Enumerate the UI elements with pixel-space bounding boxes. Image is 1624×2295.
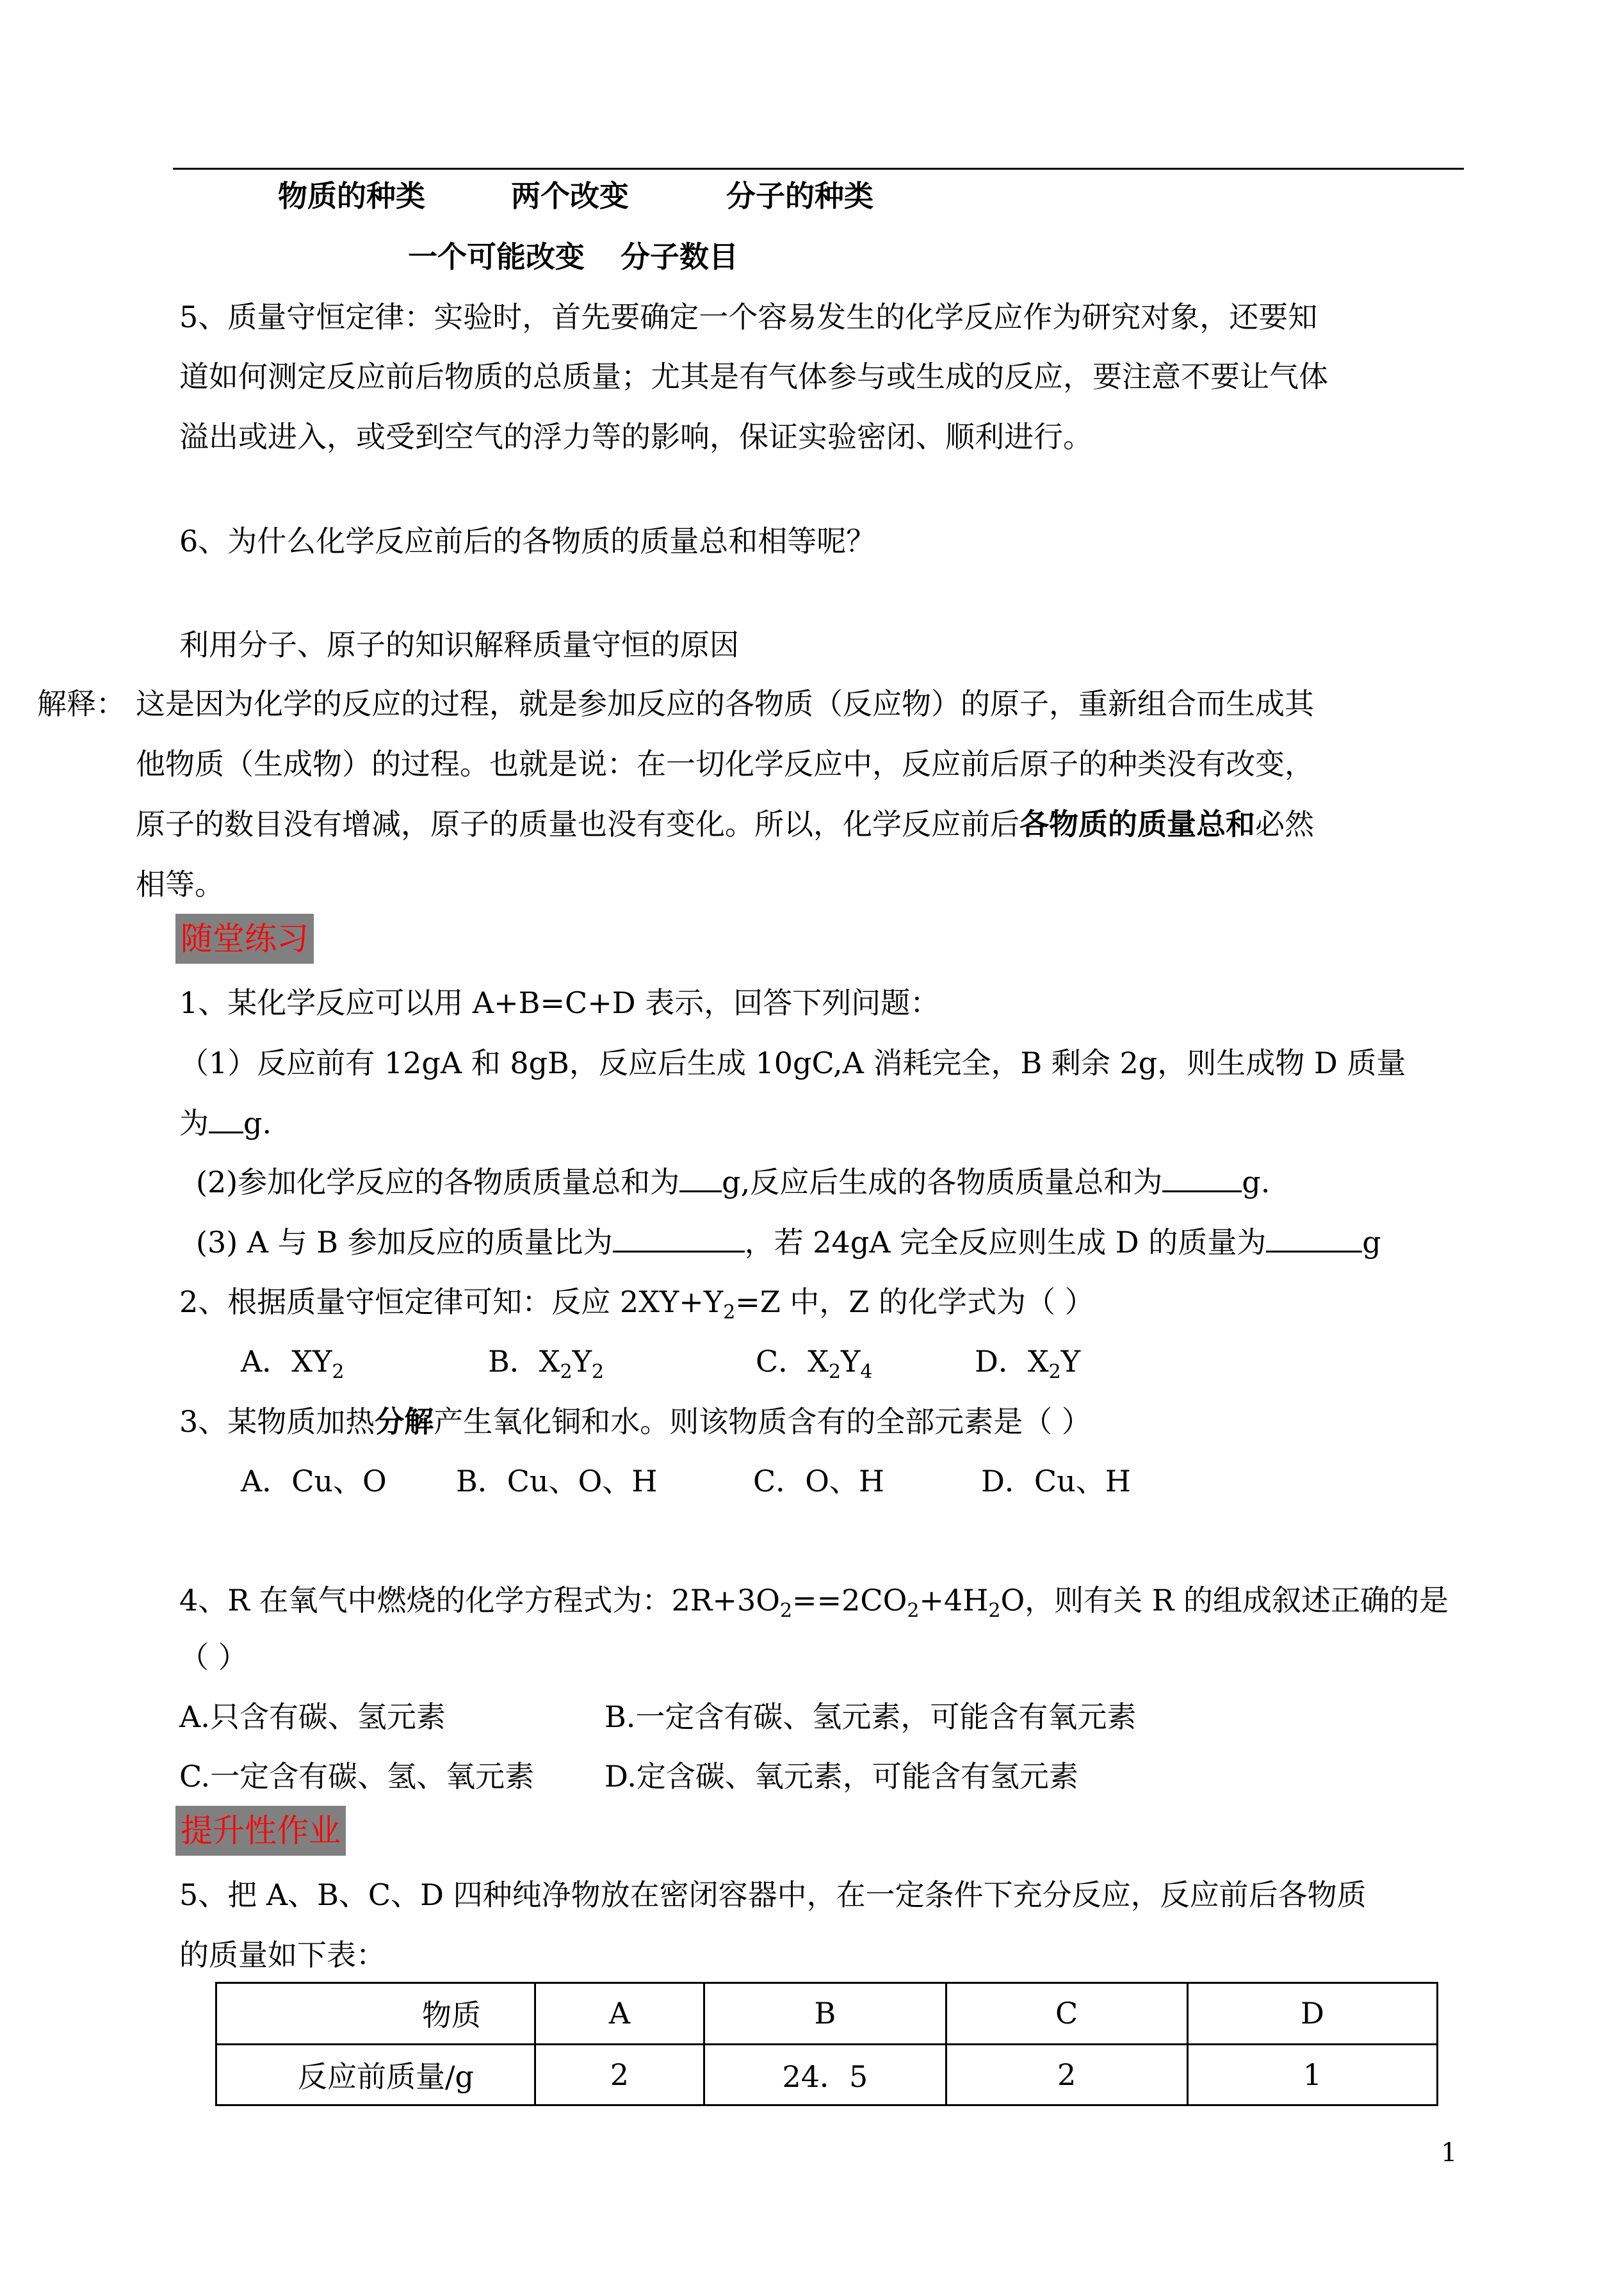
item6-line1: 这是因为化学的反应的过程，就是参加反应的各物质（反应物）的原子，重新组合而生成其 <box>136 686 1314 721</box>
table-header-cell: B <box>704 1983 946 2045</box>
item6-question: 6、为什么化学反应前后的各物质的质量总和相等呢？ <box>179 524 876 558</box>
q4-option-c: C.一定含有碳、氢、氧元素 <box>179 1759 535 1794</box>
blank-2 <box>679 1167 722 1192</box>
header-line1-col1: 物质的种类 <box>278 179 425 213</box>
q1-part1-cont: 为 g. <box>179 1106 272 1140</box>
q2-option-b: B．$X_2Y_2$ <box>488 1344 605 1383</box>
blank-1 <box>209 1108 243 1133</box>
q1-part3: (3) A 与 B 参加反应的质量比为 ，若 24gA 完全反应则生成 D 的质量为 g <box>196 1225 1381 1260</box>
q2-stem: 2、根据质量守恒定律可知：反应 $2XY+Y_2=Z$ 中，Z 的化学式为（ ） <box>179 1285 1094 1324</box>
q4-option-d: D.定含碳、氧元素，可能含有氢元素 <box>605 1759 1078 1794</box>
header-rule <box>173 168 1464 170</box>
q4-option-a: A.只含有碳、氢元素 <box>179 1699 446 1734</box>
table-cell: 2 <box>535 2044 704 2105</box>
page-number: 1 <box>1441 2138 1458 2168</box>
q4-paren: （ ） <box>179 1640 248 1675</box>
q2-option-d: D．$X_2Y$ <box>975 1344 1081 1383</box>
item6-line2: 他物质（生成物）的过程。也就是说：在一切化学反应中，反应前后原子的种类没有改变， <box>136 747 1314 781</box>
q3-option-a: A．Cu、O <box>241 1464 387 1498</box>
item6-line4: 相等。 <box>136 867 224 902</box>
table-header-cell: 物质 <box>216 1983 535 2045</box>
section-label-homework: 提升性作业 <box>175 1806 346 1856</box>
table-cell: 反应前质量/g <box>216 2044 535 2105</box>
q1-part1: （1）反应前有 12gA 和 8gB，反应后生成 10gC,A 消耗完全，B 剩余 2g，则生成物 D 质量 <box>179 1046 1406 1080</box>
q3-option-d: D．Cu、H <box>981 1464 1131 1498</box>
q1-stem: 1、某化学反应可以用 A+B=C+D 表示，回答下列问题： <box>179 985 940 1020</box>
item6-label: 解释： <box>37 686 126 721</box>
q5-line1: 5、把 A、B、C、D 四种纯净物放在密闭容器中，在一定条件下充分反应，反应前后各物质 <box>179 1877 1367 1912</box>
header-line2-col2: 分子数目 <box>621 239 738 274</box>
q3-option-c: C．O、H <box>753 1464 885 1498</box>
q4-stem: 4、R 在氧气中燃烧的化学方程式为：$2R+3O_2==2CO_2+4H_2O$，则有关 R 的组成叙述正确的是 <box>179 1583 1449 1622</box>
blank-3 <box>1162 1167 1242 1192</box>
item5-line1: 5、质量守恒定律：实验时，首先要确定一个容易发生的化学反应作为研究对象，还要知 <box>179 300 1318 334</box>
table-row <box>216 1983 1438 2045</box>
q2-option-a: A．$XY_2$ <box>241 1344 345 1383</box>
table-row <box>216 2044 1438 2105</box>
section-label-practice: 随堂练习 <box>175 914 314 964</box>
table-cell: 2 <box>946 2044 1187 2105</box>
q3-stem: 3、某物质加热分解产生氧化铜和水。则该物质含有的全部元素是（ ） <box>179 1404 1091 1439</box>
q3-option-b: B．Cu、O、H <box>456 1464 658 1498</box>
blank-4 <box>613 1228 745 1253</box>
table-cell: 1 <box>1187 2044 1437 2105</box>
item6-bold-phrase: 各物质的质量总和 <box>1019 807 1255 841</box>
q4-option-b: B.一定含有碳、氢元素，可能含有氧元素 <box>605 1699 1137 1734</box>
q5-line2: 的质量如下表： <box>179 1938 386 1972</box>
table-header-cell: C <box>946 1983 1187 2045</box>
q2-option-c: C．$X_2Y_4$ <box>756 1344 873 1383</box>
item5-line2: 道如何测定反应前后物质的总质量；尤其是有气体参与或生成的反应，要注意不要让气体 <box>179 359 1328 394</box>
header-line2-col1: 一个可能改变 <box>408 239 585 274</box>
item6-line3: 原子的数目没有增减，原子的质量也没有变化。所以，化学反应前后各物质的质量总和必然 <box>136 807 1314 841</box>
table-header-cell: A <box>535 1983 704 2045</box>
mass-table <box>215 1982 1438 2106</box>
q1-part2: (2)参加化学反应的各物质质量总和为 g,反应后生成的各物质质量总和为 g. <box>196 1165 1271 1199</box>
item6-subtitle: 利用分子、原子的知识解释质量守恒的原因 <box>179 628 739 662</box>
blank-5 <box>1266 1228 1362 1253</box>
table-cell: 24．5 <box>704 2044 946 2105</box>
header-line1-col2: 两个改变 <box>511 179 629 213</box>
item5-line3: 溢出或进入，或受到空气的浮力等的影响，保证实验密闭、顺利进行。 <box>179 419 1092 454</box>
header-line1-col3: 分子的种类 <box>726 179 873 213</box>
table-header-cell: D <box>1187 1983 1437 2045</box>
